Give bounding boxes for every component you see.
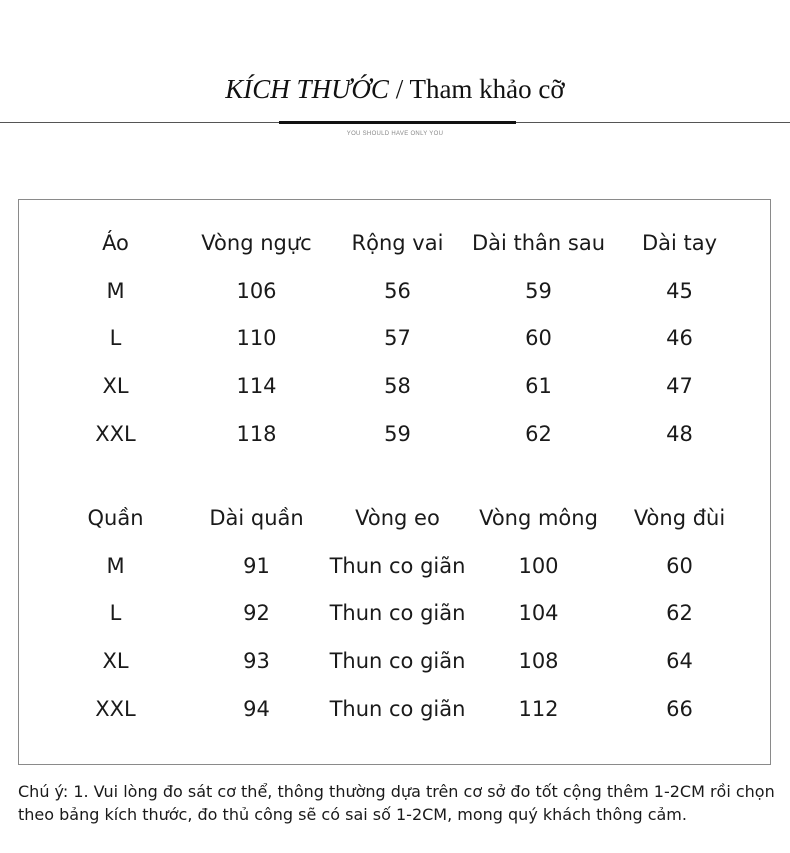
table-cell: XL — [102, 373, 129, 398]
size-note — [18, 780, 778, 826]
table-cell: 108 — [518, 648, 559, 673]
table-cell: 45 — [666, 278, 693, 303]
table-cell: L — [109, 326, 122, 351]
table-cell: 100 — [518, 553, 559, 578]
table-row — [45, 589, 750, 637]
header-cell: Dài quần — [209, 505, 304, 530]
divider-accent — [279, 121, 516, 124]
table-cell: XXL — [95, 696, 136, 721]
header-cell: Vòng đùi — [633, 505, 726, 530]
header-cell: Quần — [87, 505, 144, 530]
table-cell: L — [109, 601, 122, 626]
table-row — [45, 637, 750, 685]
table-header-row — [45, 219, 750, 267]
header-cell: Áo — [102, 230, 129, 255]
table-cell: 106 — [236, 278, 277, 303]
table-row — [45, 314, 750, 362]
table-row — [45, 410, 750, 458]
table-cell: 47 — [666, 373, 693, 398]
table-row — [45, 685, 750, 733]
table-cell: 62 — [525, 421, 552, 446]
table-row — [45, 267, 750, 315]
table-cell: Thun co giãn — [329, 553, 466, 578]
table-cell: 110 — [236, 326, 277, 351]
table-cell: 94 — [243, 696, 270, 721]
table-cell: 114 — [236, 373, 277, 398]
header-cell: Rộng vai — [351, 230, 444, 255]
header-cell: Vòng eo — [355, 505, 440, 530]
table-cell: 56 — [384, 278, 411, 303]
table-cell: 92 — [243, 601, 270, 626]
table-cell: 66 — [666, 696, 693, 721]
table-cell: 118 — [236, 421, 277, 446]
note-line: Chú ý: 1. Vui lòng đo sát cơ thể, thông thường dựa trên cơ sở đo tốt cộng thêm 1-2CM rồi chọn — [18, 782, 775, 801]
table-cell: 60 — [525, 326, 552, 351]
table-row — [45, 542, 750, 590]
table-cell: M — [106, 553, 125, 578]
title-subtitle: Tham khảo cỡ — [409, 74, 565, 104]
header-cell: Vòng ngực — [201, 230, 312, 255]
table-cell: Thun co giãn — [329, 696, 466, 721]
title-main: KÍCH THƯỚC — [225, 74, 389, 104]
header-cell: Dài tay — [641, 230, 718, 255]
table-cell: M — [106, 278, 125, 303]
table-cell: 57 — [384, 326, 411, 351]
table-cell: 112 — [518, 696, 559, 721]
table-cell: XL — [102, 648, 129, 673]
table-cell: 104 — [518, 601, 559, 626]
tagline: YOU SHOULD HAVE ONLY YOU — [346, 131, 444, 137]
table-cell: 64 — [666, 648, 693, 673]
table-cell: 60 — [666, 553, 693, 578]
table-cell: 91 — [243, 553, 270, 578]
table-cell: 58 — [384, 373, 411, 398]
title-separator: / — [388, 74, 410, 104]
table-row — [45, 362, 750, 410]
table-header-row — [45, 494, 750, 542]
table-cell: 59 — [384, 421, 411, 446]
pants-size-table — [45, 494, 750, 732]
table-cell: 48 — [666, 421, 693, 446]
shirt-size-table — [45, 219, 750, 457]
header-cell: Dài thân sau — [471, 230, 606, 255]
page-title — [0, 74, 790, 105]
table-cell: 93 — [243, 648, 270, 673]
note-line: theo bảng kích thước, đo thủ công sẽ có sai số 1-2CM, mong quý khách thông cảm. — [18, 805, 687, 824]
table-cell: XXL — [95, 421, 136, 446]
header-cell: Vòng mông — [479, 505, 598, 530]
table-cell: 61 — [525, 373, 552, 398]
table-cell: 62 — [666, 601, 693, 626]
table-cell: Thun co giãn — [329, 648, 466, 673]
table-cell: 46 — [666, 326, 693, 351]
table-cell: 59 — [525, 278, 552, 303]
table-cell: Thun co giãn — [329, 601, 466, 626]
